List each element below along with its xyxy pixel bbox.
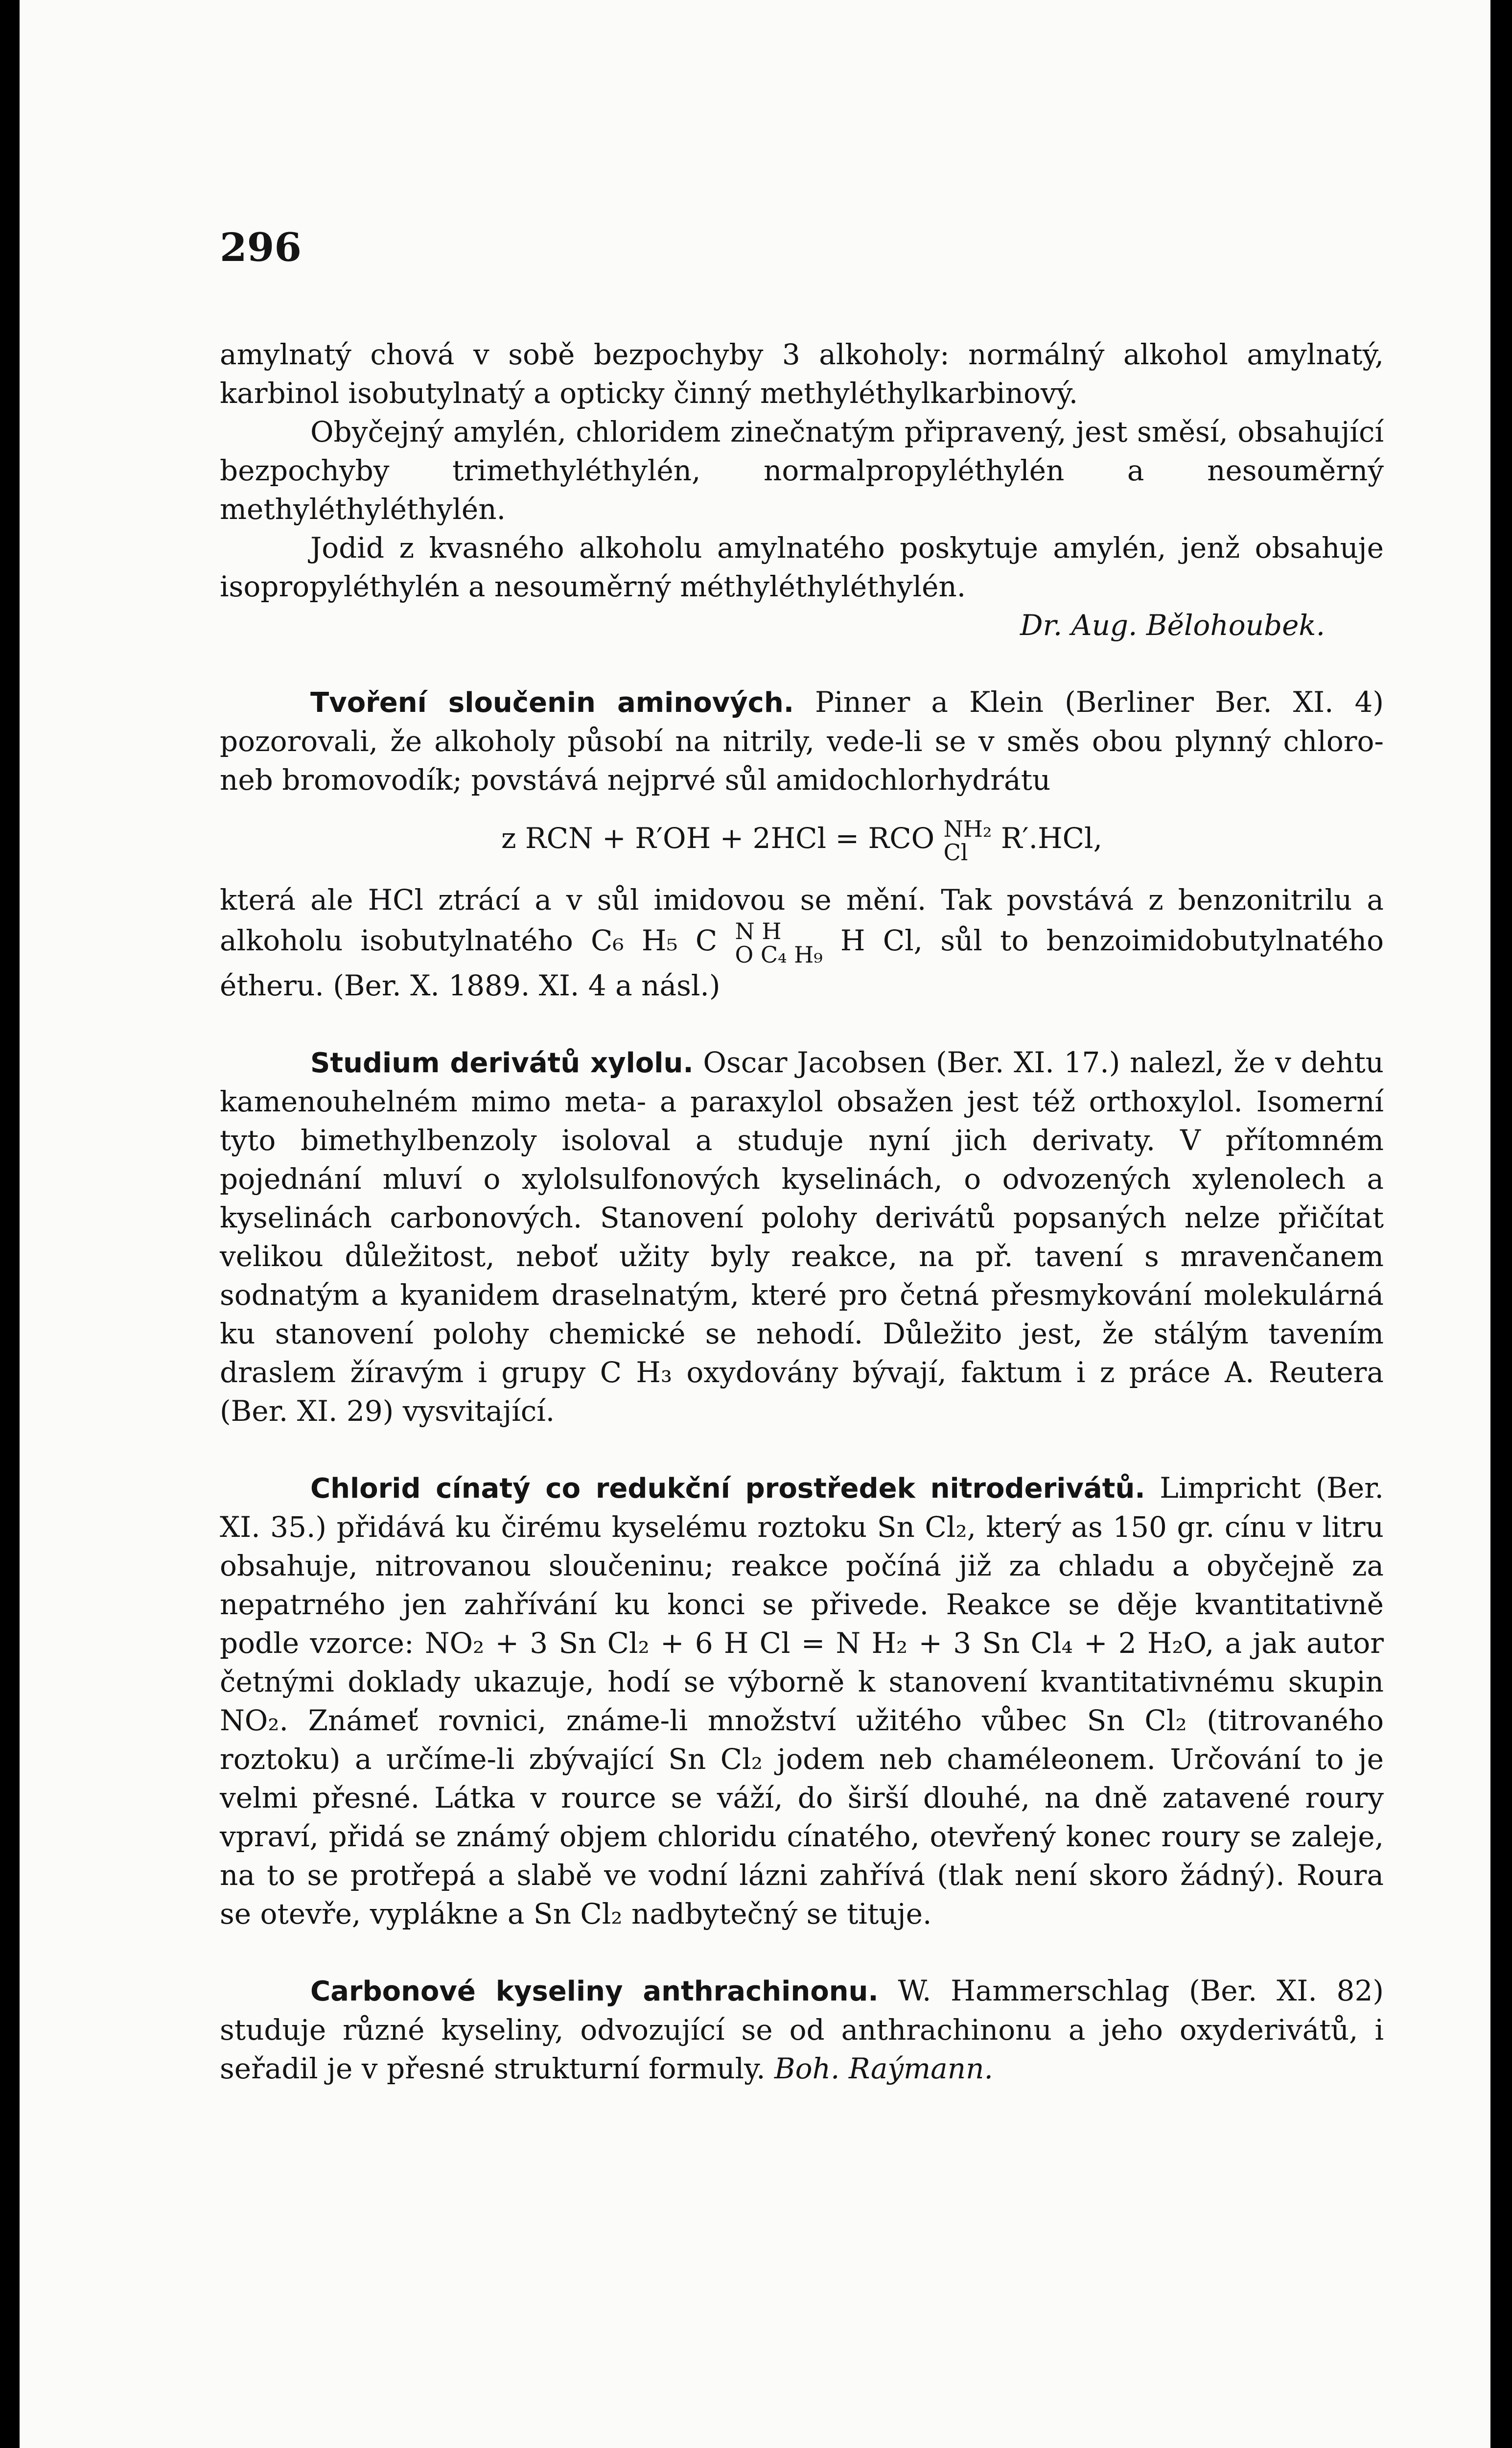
paper-sheet <box>20 0 1490 2448</box>
heading-aminove: Tvoření sloučenin aminových. <box>310 687 794 719</box>
section-aminove <box>220 683 1384 800</box>
benzonitril-text: která ale HCl ztrácí a v sůl imidovou se mění. Tak povstává z benzonitrilu a alkoholu isobutylnatého C₆ H₅ C <box>220 883 1384 957</box>
text-column <box>220 223 1384 2426</box>
intro-paragraph-3: Jodid z kvasného alkoholu amylnatého poskytuje amylén, jenž obsahuje isopropyléthylén a nesouměrný méthyléthyléthylén. <box>220 531 1384 603</box>
heading-anthrachinon: Carbonové kyseliny anthrachinonu. <box>310 1975 879 2007</box>
author-raymann: Boh. Raýmann. <box>774 2051 993 2085</box>
page-number: 296 <box>220 224 302 270</box>
compound-stack <box>735 919 823 966</box>
section-chlorid-text: Limpricht (Ber. XI. 35.) přidává ku čirému kyselému roztoku Sn Cl₂, který as 150 gr. cínu v litru obsahuje, nitrovanou sloučeninu; reakce počíná již za chladu a obyčejně za nepatrného jen zahřívání ku konci se přivede. Reakce se děje kvantitativně podle vzorce: NO₂ + 3 Sn Cl₂ + 6 H Cl = N H₂ + 3 Sn Cl₄ + 2 H₂O, a jak autor četnými doklady ukazuje, hodí se výborně k stanovení kvantitativnému skupin NO₂. Známeť rovnici, známe-li množství užitého vůbec Sn Cl₂ (titrovaného roztoku) a určíme-li zbývající Sn Cl₂ jodem neb chaméleonem. Určování to je velmi přesné. Látka v rource se váží, do širší dlouhé, na dně zatavené roury vpraví, přidá se známý objem chloridu cínatého, otevřený konec roury se zaleje, na to se protřepá a slabě ve vodní lázni zahřívá (tlak není skoro žádný). Roura se otevře, vypláknе a Sn Cl₂ nadbytečný se tituje. <box>220 1471 1384 1930</box>
signature-belohoubek: Dr. Aug. Bělohoubek. <box>1020 609 1325 642</box>
compound-bottom: O C₄ H₉ <box>735 941 823 968</box>
intro-paragraph-2: Obyčejný amylén, chloridem zinečnatým připravený, jest směsí, obsahující bezpochyby trimethyléthylén, normalpropyléthylén a nesouměrný methyléthyléthylén. <box>220 415 1384 526</box>
heading-xylol: Studium derivátů xylolu. <box>310 1047 694 1079</box>
compound-top: N H <box>735 918 782 944</box>
formula-prefix: z RCN + R′OH + 2HCl = RCO <box>501 822 935 855</box>
section-aminove-continuation <box>220 881 1384 1005</box>
section-xylol <box>220 1043 1384 1431</box>
section-aminove-text: Pinner a Klein (Berliner Ber. XI. 4) pozorovali, že alkoholy působí na nitrily, vede-li se v směs obou plynný chloro- neb bromovodík; povstává nejprvé sůl amidochlorhydrátu <box>220 685 1384 797</box>
section-chlorid <box>220 1469 1384 1933</box>
section-anthrachinon <box>220 1972 1384 2088</box>
formula-suffix: R′.HCl, <box>1000 822 1103 855</box>
reaction-formula <box>220 816 1384 864</box>
benzoimido-text: H Cl, sůl to benzoimidobutylnatého étheru. (Ber. X. 1889. XI. 4 a násl.) <box>220 924 1384 1002</box>
section-anthrachinon-text: W. Hammerschlag (Ber. XI. 82) studuje různé kyseliny, odvozující se od anthrachinonu a jeho oxyderivátů, i seřadil je v přesné strukturní formuly. <box>220 1974 1384 2085</box>
formula-stack <box>944 817 992 864</box>
formula-bottom: Cl <box>943 839 968 866</box>
section-xylol-text: Oscar Jacobsen (Ber. XI. 17.) nalezl, že v dehtu kamenouhelném mimo meta- a paraxylol obsažen jest též orthoxylol. Isomerní tyto bimethylbenzoly isoloval a studuje nyní jich derivaty. V přítomném pojednání mluví o xylolsulfonových kyselinách, o odvozených xylenolech a kyselinách carbonových. Stanovení polohy derivátů popsaných nelze přičítat velikou důležitost, neboť užity byly reakce, na př. tavení s mravenčanem sodnatým a kyanidem draselnatým, které pro četná přesmykování molekulárná ku stanovení polohy chemické se nehodí. Důležito jest, že stálým tavením draslem žíravým i grupy C H₃ oxydovány bývají, faktum i z práce A. Reutera (Ber. XI. 29) vysvitající. <box>220 1045 1384 1428</box>
formula-top: NH₂ <box>943 815 992 842</box>
intro-paragraph-1: amylnatý chová v sobě bezpochyby 3 alkoholy: normálný alkohol amylnatý, karbinol isobutylnatý a opticky činný methyléthylkarbinový. <box>220 338 1384 410</box>
heading-chlorid: Chlorid cínatý co redukční prostředek nitroderivátů. <box>310 1472 1145 1505</box>
